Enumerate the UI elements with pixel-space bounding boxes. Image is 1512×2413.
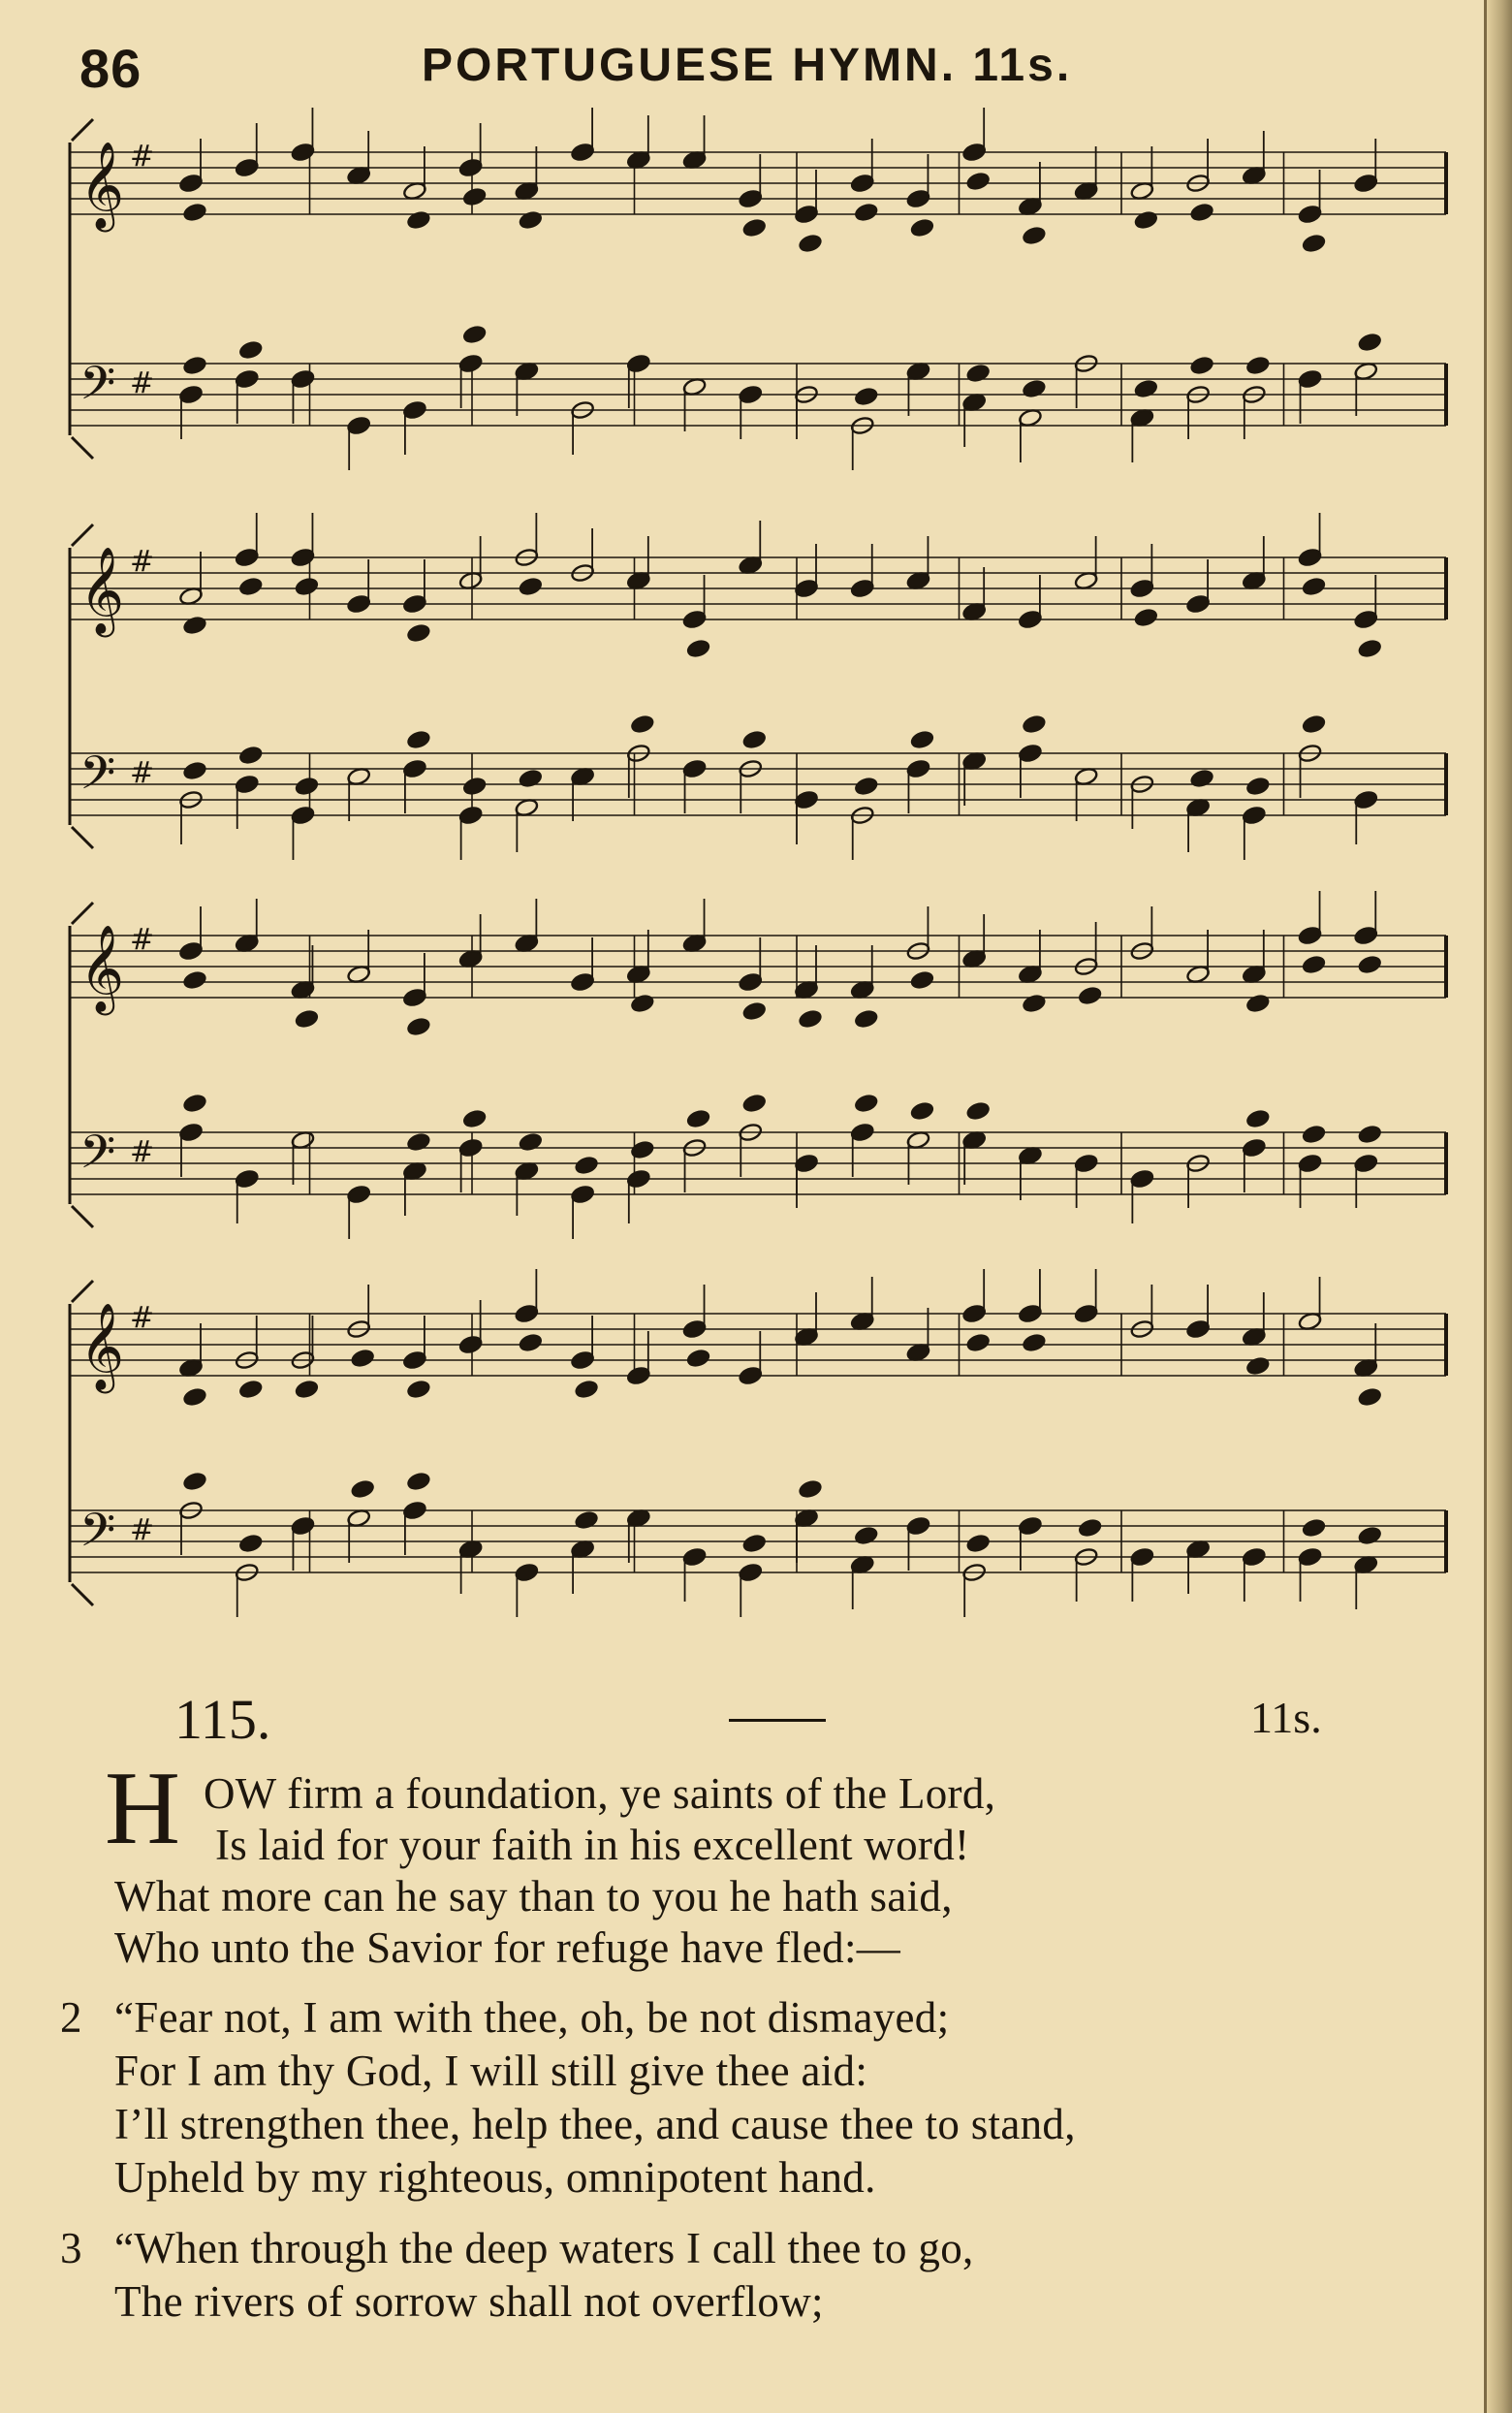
notehead [1245, 994, 1270, 1014]
notehead [295, 1009, 319, 1030]
notehead [1298, 926, 1322, 946]
notehead [291, 1516, 315, 1537]
notehead [742, 730, 767, 750]
verse-line: For I am thy God, I will still give thee aid: [114, 2047, 868, 2095]
notehead [1189, 769, 1213, 789]
notehead [1018, 744, 1042, 764]
notehead [1302, 577, 1326, 597]
notehead [1242, 1138, 1266, 1159]
bracket-hook [72, 437, 93, 459]
notehead [462, 777, 487, 797]
notehead [182, 1472, 206, 1492]
notehead [462, 1109, 487, 1129]
notehead [686, 1349, 710, 1369]
verse-line: OW firm a foundation, ye saints of the Lord, [204, 1769, 996, 1818]
notehead [291, 143, 315, 163]
bass-clef: 𝄢 [79, 1503, 116, 1569]
stanza-number: 3 [60, 2224, 82, 2272]
notehead [1189, 356, 1213, 376]
notehead [798, 234, 822, 254]
notehead [798, 1479, 822, 1500]
notehead [1022, 226, 1046, 246]
notehead [794, 205, 818, 225]
notehead [402, 594, 426, 615]
notehead [794, 579, 818, 599]
notehead [182, 1094, 206, 1114]
notehead [626, 354, 650, 374]
notehead [519, 210, 543, 231]
notehead [965, 1333, 990, 1353]
notehead [906, 759, 930, 779]
bass-clef: 𝄢 [79, 746, 116, 811]
sharp-sign: # [130, 140, 155, 174]
notehead [965, 1101, 990, 1122]
verse-line: “When through the deep waters I call thee to go, [114, 2224, 974, 2272]
notehead [178, 1123, 203, 1143]
notehead [406, 210, 430, 231]
notehead [1134, 608, 1158, 628]
notehead [682, 1547, 707, 1568]
verse-line: I’ll strengthen thee, help thee, and cause thee to stand, [114, 2100, 1076, 2148]
notehead [1298, 548, 1322, 568]
notehead [1302, 955, 1326, 975]
notehead [570, 1350, 594, 1371]
notehead [965, 364, 990, 384]
notehead [910, 1101, 934, 1122]
notehead [402, 1350, 426, 1371]
notehead [1302, 1125, 1326, 1145]
hymn-number: 115. [174, 1688, 271, 1751]
verse-line: Who unto the Savior for refuge have fled:— [114, 1923, 901, 1972]
notehead [1358, 1125, 1382, 1145]
notehead [739, 385, 763, 405]
notehead [291, 369, 315, 390]
notehead [742, 218, 767, 238]
notehead [910, 218, 934, 238]
notehead [350, 1479, 374, 1500]
notehead [850, 174, 874, 194]
notehead [235, 369, 259, 390]
treble-clef: 𝄞 [79, 1303, 125, 1390]
verse-line: What more can he say than to you he hath said, [114, 1872, 953, 1921]
notehead [238, 1380, 263, 1400]
notehead [961, 1304, 986, 1324]
notehead [574, 1156, 598, 1176]
notehead [458, 1335, 483, 1355]
notehead [739, 1366, 763, 1386]
notehead [1189, 203, 1213, 223]
notehead [1354, 1154, 1378, 1174]
notehead [462, 187, 487, 207]
notehead [238, 746, 263, 766]
notehead [1018, 1516, 1042, 1537]
notehead [682, 610, 707, 630]
sharp-sign: # [130, 1513, 155, 1547]
notehead [462, 325, 487, 345]
sharp-sign: # [130, 923, 155, 957]
notehead [854, 777, 878, 797]
notehead [238, 1534, 263, 1554]
notehead [570, 972, 594, 993]
notehead [1358, 333, 1382, 353]
bass-clef: 𝄢 [79, 1125, 116, 1191]
notehead [1134, 379, 1158, 399]
notehead [178, 941, 203, 962]
notehead [238, 340, 263, 361]
notehead [295, 1380, 319, 1400]
notehead [1245, 1356, 1270, 1377]
notehead [182, 970, 206, 991]
notehead [182, 616, 206, 636]
notehead [630, 714, 654, 735]
notehead [519, 769, 543, 789]
treble-clef: 𝄞 [79, 925, 125, 1012]
notehead [1130, 579, 1154, 599]
notehead [910, 970, 934, 991]
notehead [1018, 610, 1042, 630]
verse-line: “Fear not, I am with thee, oh, be not dismayed; [114, 1993, 950, 2042]
notehead [1358, 955, 1382, 975]
notehead [519, 1333, 543, 1353]
notehead [570, 143, 594, 163]
notehead [850, 1123, 874, 1143]
notehead [1354, 174, 1378, 194]
notehead [742, 1001, 767, 1022]
notehead [1302, 234, 1326, 254]
notehead [739, 972, 763, 993]
notehead [1074, 1304, 1098, 1324]
notehead [1298, 205, 1322, 225]
notehead [1130, 1547, 1154, 1568]
notehead [742, 1534, 767, 1554]
verse-line: Upheld by my righteous, omnipotent hand. [114, 2153, 876, 2202]
notehead [682, 759, 707, 779]
page-number: 86 [79, 38, 142, 99]
bracket-hook [72, 1584, 93, 1605]
sharp-sign: # [130, 545, 155, 579]
sharp-sign: # [130, 366, 155, 400]
notehead [686, 1109, 710, 1129]
notehead [406, 1017, 430, 1037]
notehead [965, 172, 990, 192]
notehead [1185, 594, 1210, 615]
notehead [1245, 1109, 1270, 1129]
notehead [961, 143, 986, 163]
notehead [1185, 1319, 1210, 1340]
notehead [1130, 1169, 1154, 1190]
notehead [570, 1185, 594, 1205]
notehead [794, 1154, 818, 1174]
notehead [406, 730, 430, 750]
notehead [850, 579, 874, 599]
notehead [346, 416, 370, 436]
notehead [1022, 714, 1046, 735]
notehead [1245, 777, 1270, 797]
notehead [574, 1380, 598, 1400]
sharp-sign: # [130, 1301, 155, 1335]
notehead [854, 1094, 878, 1114]
notehead [235, 775, 259, 795]
notehead [519, 577, 543, 597]
notehead [182, 356, 206, 376]
notehead [798, 1009, 822, 1030]
notehead [458, 1138, 483, 1159]
notehead [794, 790, 818, 810]
sharp-sign: # [130, 756, 155, 790]
notehead [295, 577, 319, 597]
notehead [739, 1563, 763, 1583]
notehead [1134, 210, 1158, 231]
drop-cap: H [105, 1751, 180, 1866]
verse-line: The rivers of sorrow shall not overflow; [114, 2277, 824, 2326]
notehead [1245, 356, 1270, 376]
hymn-meter: 11s. [1250, 1693, 1322, 1742]
bracket-hook [72, 1281, 93, 1302]
notehead [1242, 806, 1266, 826]
notehead [854, 203, 878, 223]
notehead [350, 1349, 374, 1369]
notehead [1018, 1304, 1042, 1324]
notehead [295, 777, 319, 797]
notehead [182, 761, 206, 781]
notehead [686, 639, 710, 659]
notehead [402, 400, 426, 421]
bracket-hook [72, 903, 93, 924]
notehead [458, 354, 483, 374]
notehead [1354, 790, 1378, 810]
notehead [1298, 369, 1322, 390]
bracket-hook [72, 119, 93, 141]
notehead [406, 1132, 430, 1153]
notehead [739, 189, 763, 209]
notehead [910, 730, 934, 750]
notehead [178, 174, 203, 194]
notehead [906, 189, 930, 209]
notehead [238, 577, 263, 597]
notehead [626, 1169, 650, 1190]
notehead [1354, 610, 1378, 630]
bracket-hook [72, 1206, 93, 1227]
notehead [519, 1132, 543, 1153]
notehead [178, 385, 203, 405]
notehead [402, 988, 426, 1008]
notehead [626, 1366, 650, 1386]
notehead [742, 1094, 767, 1114]
sharp-sign: # [130, 1135, 155, 1169]
notehead [1078, 1518, 1102, 1539]
notehead [1354, 926, 1378, 946]
stanza-number: 2 [60, 1993, 82, 2042]
notehead [235, 548, 259, 568]
notehead [1022, 1333, 1046, 1353]
notehead [1298, 1547, 1322, 1568]
notehead [682, 1319, 707, 1340]
notehead [406, 1380, 430, 1400]
notehead [965, 1534, 990, 1554]
bracket-hook [72, 827, 93, 848]
notehead [515, 1563, 539, 1583]
notehead [1078, 986, 1102, 1006]
notehead [346, 1185, 370, 1205]
notehead [458, 806, 483, 826]
notehead [574, 1510, 598, 1531]
notehead [1022, 994, 1046, 1014]
notehead [1302, 714, 1326, 735]
notehead [1022, 379, 1046, 399]
treble-clef: 𝄞 [79, 547, 125, 634]
page-title: PORTUGUESE HYMN. 11s. [422, 40, 1073, 91]
notehead [402, 1501, 426, 1521]
notehead [406, 623, 430, 644]
notehead [1358, 1387, 1382, 1408]
notehead [402, 759, 426, 779]
notehead [515, 1304, 539, 1324]
bracket-hook [72, 524, 93, 546]
notehead [182, 1387, 206, 1408]
notehead [406, 1472, 430, 1492]
notehead [235, 1169, 259, 1190]
notehead [906, 1516, 930, 1537]
notehead [1358, 639, 1382, 659]
notehead [1242, 1547, 1266, 1568]
notehead [1302, 1518, 1326, 1539]
notehead [854, 1526, 878, 1546]
notehead [346, 594, 370, 615]
notehead [291, 806, 315, 826]
notehead [854, 387, 878, 407]
treble-clef: 𝄞 [79, 142, 125, 229]
notehead [854, 1009, 878, 1030]
notehead [1074, 1154, 1098, 1174]
notehead [1298, 1154, 1322, 1174]
hymn-rule [729, 1719, 826, 1722]
notehead [1358, 1526, 1382, 1546]
notehead [235, 158, 259, 178]
notehead [458, 158, 483, 178]
bass-clef: 𝄢 [79, 356, 116, 422]
notehead [291, 548, 315, 568]
verse-line: Is laid for your faith in his excellent word! [215, 1821, 970, 1869]
notehead [182, 203, 206, 223]
